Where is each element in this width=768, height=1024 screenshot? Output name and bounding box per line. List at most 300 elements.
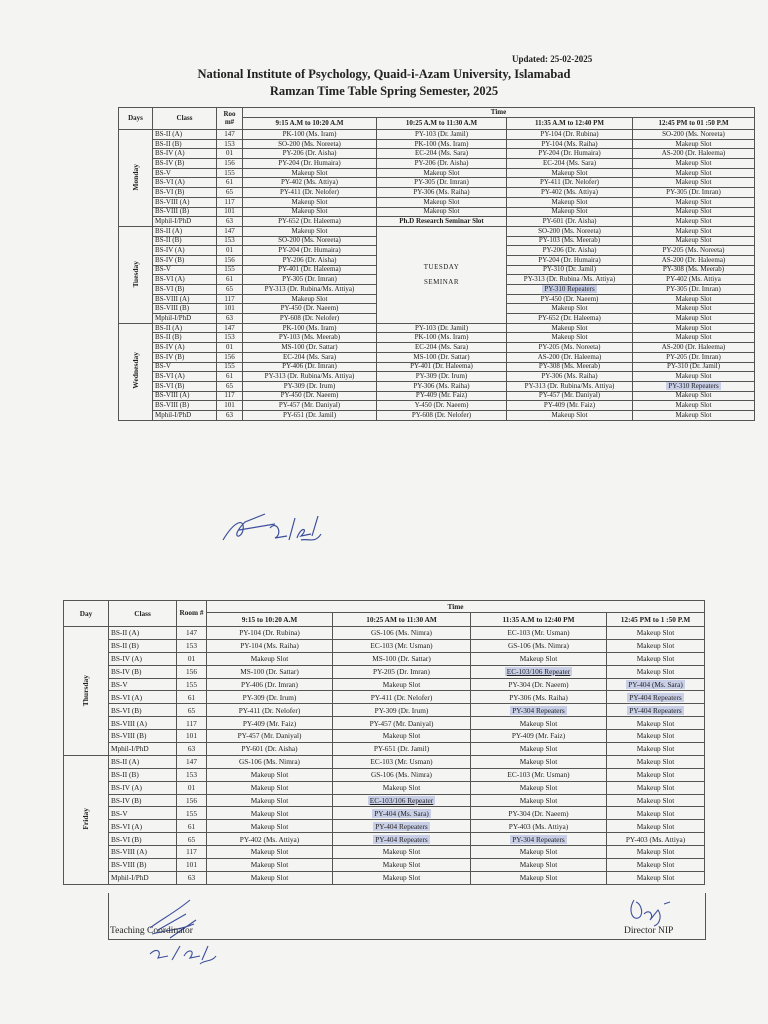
header-slot: 9:15 to 10:20 A.M [207,613,333,627]
slot-cell: PY-411 (Dr. Nelofer) [243,188,377,198]
room-cell: 153 [217,333,243,343]
slot-cell: Makeup Slot [207,781,333,794]
slot-cell [333,807,471,820]
room-cell: 63 [177,743,207,756]
class-cell: BS-IV (A) [153,149,217,159]
slot-cell: Makeup Slot [377,197,507,207]
slot-cell: Makeup Slot [207,871,333,884]
slot-cell: PY-402 (Ms. Attiya) [507,188,633,198]
slot-cell: PY-457 (Mr. Daniyal) [507,391,633,401]
slot-cell: PY-310 (Dr. Jamil) [507,265,633,275]
slot-cell: Makeup Slot [633,226,755,236]
slot-cell: Y-450 (Dr. Naeem) [377,401,507,411]
slot-cell: Makeup Slot [471,794,607,807]
slot-cell: PY-409 (Mr. Faiz) [471,730,607,743]
slot-cell: Makeup Slot [607,794,705,807]
slot-cell: PY-402 (Ms. Attiya) [243,178,377,188]
header-room: Room # [177,601,207,627]
room-cell: 65 [217,188,243,198]
slot-cell: Makeup Slot [471,781,607,794]
institute-name: National Institute of Psychology, Quaid-i-Azam University, Islamabad [197,67,571,81]
room-cell: 65 [177,833,207,846]
slot-cell: Makeup Slot [607,665,705,678]
slot-cell: SO-200 (Ms. Noreeta) [243,236,377,246]
header-days: Days [119,108,153,130]
slot-cell: PY-308 (Ms. Meerab) [507,362,633,372]
slot-cell: SO-200 (Ms. Noreeta) [243,139,377,149]
slot-cell: AS-200 (Dr. Haleema) [633,343,755,353]
slot-cell: Makeup Slot [633,197,755,207]
class-cell: BS-VIII (A) [153,294,217,304]
class-cell: BS-VIII (A) [153,197,217,207]
room-cell: 101 [217,304,243,314]
class-cell: BS-VIII (B) [109,730,177,743]
slot-cell: PY-652 (Dr. Haleema) [507,314,633,324]
table-row [119,168,755,178]
room-cell: 61 [177,820,207,833]
slot-cell: Makeup Slot [243,294,377,304]
slot-cell: EC-103 (Mr. Usman) [333,755,471,768]
slot-cell: PY-306 (Ms. Raiha) [377,381,507,391]
class-cell: BS-V [153,362,217,372]
date-signature-top [215,500,325,550]
slot-cell: PY-205 (Dr. Imran) [633,352,755,362]
slot-cell: PY-103 (Ms. Meerab) [507,236,633,246]
table-row [119,139,755,149]
slot-cell: PY-457 (Mr. Daniyal) [243,401,377,411]
slot-cell: Makeup Slot [471,743,607,756]
slot-cell [507,285,633,295]
slot-cell: Makeup Slot [207,820,333,833]
slot-cell: PY-308 (Ms. Meerab) [633,265,755,275]
slot-cell: Makeup Slot [507,304,633,314]
slot-cell: PY-206 (Dr. Aisha) [377,159,507,169]
slot-cell: PY-205 (Ms. Noreeta) [633,246,755,256]
slot-cell: PY-103 (Ms. Meerab) [243,333,377,343]
slot-cell: Makeup Slot [633,168,755,178]
slot-cell: Makeup Slot [633,401,755,411]
slot-cell: GS-106 (Ms. Nimra) [333,768,471,781]
slot-cell: PY-309 (Dr. Irum) [377,372,507,382]
slot-cell [607,691,705,704]
room-cell: 155 [177,678,207,691]
class-cell: BS-VI (A) [153,372,217,382]
table-row [119,352,755,362]
room-cell: 117 [177,717,207,730]
room-cell: 153 [177,768,207,781]
room-cell: 01 [217,149,243,159]
table-row [119,130,755,140]
header-slot: 9:15 A.M to 10:20 A.M [243,118,377,130]
slot-cell: PY-313 (Dr. Rubina /Ms. Attiya) [507,275,633,285]
slot-cell: EC-103 (Mr. Usman) [333,639,471,652]
room-cell: 101 [217,401,243,411]
slot-cell: Makeup Slot [243,197,377,207]
slot-cell: Makeup Slot [471,717,607,730]
class-cell: Mphil-I/PhD [153,217,217,227]
table-row [64,730,705,743]
slot-cell: EC-204 (Ms. Sara) [507,159,633,169]
slot-cell: PY-305 (Dr. Imran) [243,275,377,285]
room-cell: 147 [217,323,243,333]
slot-cell: PY-205 (Dr. Imran) [333,665,471,678]
slot-cell: Makeup Slot [507,410,633,420]
room-cell: 147 [177,755,207,768]
slot-cell: Makeup Slot [633,139,755,149]
slot-cell: PY-601 (Dr. Aisha) [207,743,333,756]
day-label: Thursday [81,674,91,706]
room-cell: 01 [217,246,243,256]
table-row [64,743,705,756]
table-row [64,665,705,678]
slot-cell: PY-313 (Dr. Rubina/Ms. Attiya) [507,381,633,391]
class-cell: BS-VI (B) [109,704,177,717]
table-row [64,871,705,884]
class-cell: BS-VI (A) [153,275,217,285]
room-cell: 156 [217,352,243,362]
room-cell: 156 [217,255,243,265]
slot-cell [607,678,705,691]
director-label: Director NIP [624,926,674,936]
slot-cell: PY-306 (Ms. Raiha) [377,188,507,198]
table-row [119,333,755,343]
day-cell [119,130,153,227]
slot-cell: PY-403 (Ms. Attiya) [471,820,607,833]
room-cell: 61 [217,275,243,285]
slot-cell: Makeup Slot [333,678,471,691]
slot-cell: PY-309 (Dr. Irum) [333,704,471,717]
class-cell: Mphil-I/PhD [109,871,177,884]
slot-cell: PY-411 (Dr. Nelofer) [507,178,633,188]
header-class: Class [153,108,217,130]
class-cell: BS-II (B) [109,768,177,781]
room-cell: 156 [217,159,243,169]
slot-cell: Makeup Slot [607,743,705,756]
room-cell: 155 [217,168,243,178]
class-cell: BS-IV (B) [153,255,217,265]
room-cell: 155 [217,362,243,372]
slot-cell: Makeup Slot [607,730,705,743]
slot-cell: Makeup Slot [333,871,471,884]
class-cell: BS-VIII (B) [153,401,217,411]
teaching-coordinator-label: Teaching Coordinator [110,926,193,936]
class-cell: BS-VI (B) [109,833,177,846]
slot-cell: Makeup Slot [207,768,333,781]
slot-cell: MS-100 (Dr. Sattar) [243,343,377,353]
slot-cell: PY-409 (Mr. Faiz) [207,717,333,730]
table-row [119,362,755,372]
slot-cell: PY-651 (Dr. Jamil) [333,743,471,756]
table-row [119,178,755,188]
slot-cell [333,820,471,833]
room-cell: 101 [177,730,207,743]
header-time: Time [243,108,755,118]
room-cell: 147 [217,226,243,236]
slot-cell: Makeup Slot [607,639,705,652]
table-row [119,226,755,236]
slot-cell: Makeup Slot [507,323,633,333]
class-cell: BS-IV (B) [109,794,177,807]
slot-cell: PY-204 (Dr. Humaira) [243,246,377,256]
header-room: Roo m# [217,108,243,130]
class-cell: BS-II (B) [153,333,217,343]
class-cell: BS-II (B) [109,639,177,652]
table-row [64,833,705,846]
day-label: Friday [81,808,91,831]
slot-cell: Makeup Slot [633,217,755,227]
slot-cell: PK-100 (Ms. Iram) [377,333,507,343]
class-cell: BS-VI (B) [153,188,217,198]
header-slot: 11:35 A.M to 12:40 PM [507,118,633,130]
slot-cell: PY-204 (Dr. Humaira) [507,255,633,265]
slot-cell: Makeup Slot [607,807,705,820]
class-cell: BS-II (A) [153,130,217,140]
table-row [64,704,705,717]
class-cell: BS-II (B) [153,139,217,149]
slot-cell: Makeup Slot [207,807,333,820]
highlighted-slot: PY-404 (Ms. Sara) [374,808,429,818]
slot-cell: Makeup Slot [207,846,333,859]
class-cell: BS-IV (A) [109,781,177,794]
slot-cell: PY-304 (Dr. Naeem) [471,807,607,820]
slot-cell: SO-200 (Ms. Noreeta) [633,130,755,140]
slot-cell: MS-100 (Dr. Sattar) [333,652,471,665]
header-slot: 11:35 A.M to 12:40 PM [471,613,607,627]
slot-cell: Makeup Slot [633,178,755,188]
header-slot: 12:45 PM to 1 :50 P.M [607,613,705,627]
class-cell: BS-IV (A) [153,343,217,353]
day-cell [64,755,109,884]
slot-cell: PK-100 (Ms. Iram) [243,323,377,333]
room-cell: 63 [217,314,243,324]
room-cell: 01 [177,781,207,794]
slot-cell: Makeup Slot [607,781,705,794]
slot-cell: PY-306 (Ms. Raiha) [471,691,607,704]
slot-cell: PY-409 (Mr. Faiz) [507,401,633,411]
slot-cell: Makeup Slot [633,333,755,343]
room-cell: 156 [177,665,207,678]
slot-cell: EC-103 (Mr. Usman) [471,627,607,640]
table-row [64,691,705,704]
table-row [64,755,705,768]
slot-cell: Makeup Slot [633,304,755,314]
director-signature [624,890,684,930]
room-cell: 117 [217,197,243,207]
slot-cell: Makeup Slot [377,168,507,178]
slot-cell: PY-457 (Mr. Daniyal) [207,730,333,743]
room-cell: 65 [217,381,243,391]
slot-cell: AS-200 (Dr. Haleema) [507,352,633,362]
table-row [119,343,755,353]
table-row [119,159,755,169]
slot-cell: Makeup Slot [243,168,377,178]
room-cell: 63 [217,217,243,227]
slot-cell: PK-100 (Ms. Iram) [243,130,377,140]
seminar-label: TUESDAY [423,262,460,271]
room-cell: 61 [177,691,207,704]
slot-cell: Makeup Slot [507,168,633,178]
slot-cell: Makeup Slot [633,410,755,420]
slot-cell: Makeup Slot [207,859,333,872]
top-timetable [118,107,755,421]
class-cell: BS-IV (B) [109,665,177,678]
slot-cell: PY-450 (Dr. Naeem) [507,294,633,304]
slot-cell: Makeup Slot [633,236,755,246]
room-cell: 147 [177,627,207,640]
table-row [64,859,705,872]
slot-cell: Makeup Slot [607,627,705,640]
slot-cell: PY-652 (Dr. Haleema) [243,217,377,227]
slot-cell: PY-601 (Dr. Aisha) [507,217,633,227]
day-cell [64,627,109,756]
slot-cell: EC-204 (Ms. Sara) [377,343,507,353]
highlighted-slot: PY-404 Repeaters [629,705,682,715]
slot-cell: PY-401 (Dr. Haleema) [243,265,377,275]
slot-cell: MS-100 (Dr. Sattar) [207,665,333,678]
room-cell: 117 [217,391,243,401]
slot-cell: PY-406 (Dr. Imran) [243,362,377,372]
slot-cell: Makeup Slot [607,652,705,665]
highlighted-slot: PY-404 Repeaters [375,821,428,831]
slot-cell: PY-402 (Ms. Attiya) [207,833,333,846]
room-cell: 117 [177,846,207,859]
class-cell: BS-VIII (B) [109,859,177,872]
slot-cell: SO-200 (Ms. Noreeta) [507,226,633,236]
class-cell: BS-IV (A) [153,246,217,256]
room-cell: 101 [217,207,243,217]
room-cell: 65 [217,285,243,295]
class-cell: BS-II (A) [109,627,177,640]
slot-cell [333,833,471,846]
room-cell: 147 [217,130,243,140]
class-cell: BS-VI (A) [153,178,217,188]
highlighted-slot: PY-304 Repeaters [512,705,565,715]
class-cell: BS-IV (B) [153,159,217,169]
room-cell: 61 [217,178,243,188]
slot-cell: PY-104 (Dr. Rubina) [207,627,333,640]
bottom-timetable [63,600,705,885]
slot-cell: Makeup Slot [607,820,705,833]
slot-cell: PY-450 (Dr. Naeem) [243,304,377,314]
slot-cell: PY-104 (Ms. Raiha) [507,139,633,149]
slot-cell: PY-409 (Mr. Faiz) [377,391,507,401]
highlighted-slot: PY-404 Repeaters [375,834,428,844]
slot-cell: Makeup Slot [607,871,705,884]
slot-cell: Makeup Slot [207,794,333,807]
slot-cell: PY-403 (Ms. Attiya) [607,833,705,846]
slot-cell [471,665,607,678]
slot-cell: Makeup Slot [633,391,755,401]
slot-cell: Makeup Slot [243,207,377,217]
seminar-cell [377,226,507,323]
slot-cell [633,381,755,391]
table-row [119,323,755,333]
table-row [64,678,705,691]
slot-cell: EC-103 (Mr. Usman) [471,768,607,781]
day-label: Monday [130,163,140,191]
slot-cell: EC-204 (Ms. Sara) [243,352,377,362]
class-cell: BS-V [153,265,217,275]
class-cell: Mphil-I/PhD [153,410,217,420]
slot-cell: Makeup Slot [607,846,705,859]
table-row [64,717,705,730]
slot-cell: PY-305 (Dr. Imran) [633,188,755,198]
slot-cell: GS-106 (Ms. Nimra) [333,627,471,640]
day-cell [119,323,153,420]
slot-cell: PY-204 (Dr. Humaira) [507,149,633,159]
table-row [119,410,755,420]
highlighted-slot: EC-103/106 Repeater [369,795,434,805]
slot-cell: GS-106 (Ms. Nimra) [471,639,607,652]
slot-cell: PY-651 (Dr. Jamil) [243,410,377,420]
slot-cell: PY-406 (Dr. Imran) [207,678,333,691]
timetable-title: Ramzan Time Table Spring Semester, 2025 [269,84,499,98]
slot-cell: Makeup Slot [333,730,471,743]
table-row [64,652,705,665]
slot-cell: PY-206 (Dr. Aisha) [243,149,377,159]
table-row [119,391,755,401]
table-row [64,794,705,807]
table-row [64,820,705,833]
slot-cell: PY-304 (Dr. Naeem) [471,678,607,691]
slot-cell: Makeup Slot [607,755,705,768]
slot-cell: Makeup Slot [607,768,705,781]
table-row [119,217,755,227]
slot-cell: Makeup Slot [633,294,755,304]
table-row [119,188,755,198]
table-row [64,846,705,859]
table-row [119,149,755,159]
header-slot: 12:45 PM to 01 :50 P.M [633,118,755,130]
slot-cell: Ph.D Research Seminar Slot [377,217,507,227]
class-cell: BS-VIII (A) [109,846,177,859]
class-cell: BS-VIII (B) [153,304,217,314]
slot-cell [607,704,705,717]
slot-cell: PY-305 (Dr. Imran) [377,178,507,188]
slot-cell: PY-305 (Dr. Imran) [633,285,755,295]
room-cell: 63 [177,871,207,884]
slot-cell: Makeup Slot [507,207,633,217]
room-cell: 65 [177,704,207,717]
slot-cell: Makeup Slot [243,226,377,236]
slot-cell [333,794,471,807]
slot-cell: Makeup Slot [607,859,705,872]
slot-cell: PY-204 (Dr. Humaira) [243,159,377,169]
table-row [64,639,705,652]
room-cell: 117 [217,294,243,304]
slot-cell: PY-411 (Dr. Nelofer) [333,691,471,704]
slot-cell: PY-411 (Dr. Nelofer) [207,704,333,717]
class-cell: BS-VI (B) [153,381,217,391]
slot-cell: GS-106 (Ms. Nimra) [207,755,333,768]
slot-cell: Makeup Slot [607,717,705,730]
slot-cell: PY-450 (Dr. Naeem) [243,391,377,401]
slot-cell: Makeup Slot [507,333,633,343]
room-cell: 63 [217,410,243,420]
class-cell: BS-VI (A) [109,820,177,833]
class-cell: BS-VIII (A) [153,391,217,401]
class-cell: BS-VIII (B) [153,207,217,217]
room-cell: 01 [217,343,243,353]
slot-cell: MS-100 (Dr. Sattar) [377,352,507,362]
table-row [119,197,755,207]
slot-cell: Makeup Slot [633,207,755,217]
slot-cell: PY-401 (Dr. Haleema) [377,362,507,372]
highlighted-slot: PY-310 Repeaters [668,381,719,390]
day-label: Tuesday [130,260,140,288]
slot-cell: AS-200 (Dr. Haleema) [633,255,755,265]
slot-cell: PY-205 (Ms. Noreeta) [507,343,633,353]
